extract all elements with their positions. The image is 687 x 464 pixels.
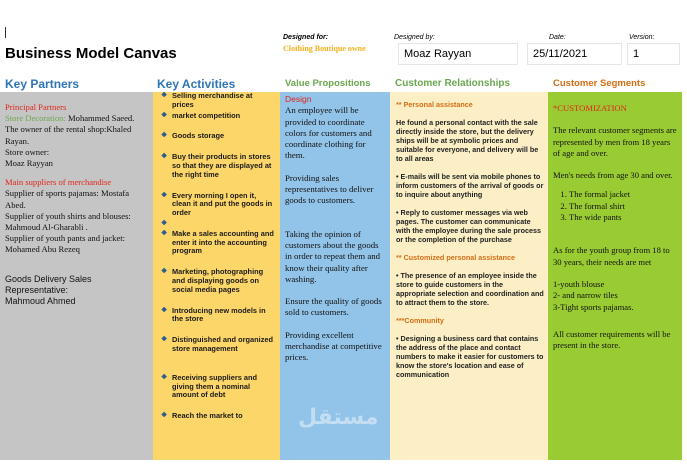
store-decoration-value: Mohammed Saeed. bbox=[65, 113, 135, 124]
supplier-youth-pants: Supplier of youth pants and jacket: bbox=[5, 233, 126, 244]
principal-partners-heading: Principal Partners bbox=[5, 102, 67, 112]
store-decoration-label: Store Decoration: bbox=[5, 113, 66, 124]
activity-item: ❖ Goods storage bbox=[161, 131, 225, 141]
list-item: 1. The formal jacket bbox=[569, 189, 678, 200]
designed-for-value: Clothing Boutique owne bbox=[283, 44, 366, 53]
segment-needs-list bbox=[553, 189, 678, 223]
bullet-star-icon: ❖ bbox=[161, 153, 168, 161]
list-item: 2. The formal shirt bbox=[569, 201, 678, 212]
youth-item-2: 2- and narrow tiles bbox=[553, 290, 618, 301]
designed-by-field[interactable]: Moaz Rayyan bbox=[398, 43, 518, 65]
key-activities-column[interactable] bbox=[153, 92, 280, 460]
activity-item: ❖ Every morning I open it, clean it and put the goods in order bbox=[161, 190, 273, 218]
bullet-star-icon: ❖ bbox=[161, 306, 168, 314]
relationship-text-5: • Designing a business card that contains the address of the place and contact numbers to make it easier for customers to know the store's location and ease of communication bbox=[396, 334, 544, 379]
page-title: Business Model Canvas bbox=[5, 45, 177, 62]
value-prop-4: Ensure the quality of goods sold to customers. bbox=[285, 296, 382, 318]
relationship-text-3: • Reply to customer messages via web pages. The customer can communicate with the employee during the sale process or the completion of the purchase bbox=[396, 208, 541, 244]
community-heading: ***Community bbox=[396, 316, 444, 325]
value-prop-3: Taking the opinion of customers about the goods in order to repeat them and know their quality after washing. bbox=[285, 228, 381, 284]
store-owner-label: Store owner: bbox=[5, 146, 50, 157]
list-item: 3. The wide pants bbox=[569, 212, 678, 223]
version-field[interactable]: 1 bbox=[627, 43, 680, 65]
watermark-logo: مستقل bbox=[298, 405, 379, 430]
relationship-text-1: He found a personal contact with the sale directly inside the store, but the delivery ships will be at symbolic prices and suitable for everyone, and delivery will be to all areas bbox=[396, 118, 539, 163]
delivery-rep-label: Goods Delivery Sales Representative: bbox=[5, 273, 92, 295]
supplier-youth-shirts-name: Mahmoud Al-Gharabli . bbox=[5, 222, 88, 233]
activity-item: ❖ Reach the market to bbox=[161, 411, 243, 421]
bullet-star-icon: ❖ bbox=[161, 336, 168, 344]
activity-item: ❖ Buy their products in stores so that they are displayed at the right time bbox=[161, 152, 272, 179]
rental-owner-text: The owner of the rental shop:Khaled Rayan. bbox=[5, 124, 132, 146]
activity-item: ❖ Distinguished and organized store management bbox=[161, 335, 274, 353]
version-label: Version: bbox=[629, 34, 655, 41]
bullet-star-icon: ❖ bbox=[161, 373, 168, 381]
header-value-propositions: Value Propositions bbox=[285, 78, 371, 89]
bullet-star-icon: ❖ bbox=[161, 229, 168, 237]
supplier-youth-shirts: Supplier of youth shirts and blouses: bbox=[5, 210, 131, 221]
bullet-star-icon: ❖ bbox=[161, 92, 168, 99]
segment-text-3: As for the youth group from 18 to 30 years, their needs are met bbox=[553, 245, 670, 267]
bullet-star-icon: ❖ bbox=[161, 132, 168, 140]
header-customer-segments: Customer Segments bbox=[553, 78, 646, 89]
value-prop-2: Providing sales representatives to deliver goods to customers. bbox=[285, 172, 374, 206]
activity-item: ❖ Marketing, photographing and displaying goods on social media pages bbox=[161, 267, 264, 294]
bullet-star-icon: ❖ bbox=[161, 412, 168, 420]
activity-item: ❖ Introducing new models in the store bbox=[161, 305, 266, 324]
customer-relationships-column[interactable] bbox=[390, 92, 548, 460]
value-prop-1: An employee will be provided to coordinate colors for customers and coordinate clothing for them. bbox=[285, 105, 372, 161]
segment-text-4: All customer requirements will be present in the store. bbox=[553, 328, 671, 351]
bullet-star-icon: ❖ bbox=[161, 191, 168, 199]
customer-segments-column[interactable] bbox=[548, 92, 682, 460]
designed-by-label: Designed by: bbox=[394, 34, 435, 41]
main-suppliers-heading: Main suppliers of merchandise bbox=[5, 177, 112, 188]
supplier-sports: Supplier of sports pajamas: Mostafa Abed. bbox=[5, 188, 130, 210]
header-customer-relationships: Customer Relationships bbox=[395, 78, 511, 89]
text-cursor bbox=[5, 27, 6, 38]
activity-item bbox=[159, 220, 274, 229]
youth-item-1: 1-youth blouse bbox=[553, 278, 605, 289]
bullet-star-icon: ❖ bbox=[161, 219, 168, 227]
relationship-text-4: • The presence of an employee inside the store to guide customers in the appropriate selection and coordination and to attract them to the store. bbox=[396, 271, 544, 307]
bullet-star-icon: ❖ bbox=[161, 111, 168, 119]
relationship-text-2: • E-mails will be sent via mobile phones to inform customers of the arrival of goods or to inquire about anything bbox=[396, 172, 544, 199]
date-label: Date: bbox=[549, 34, 566, 41]
segment-text-1: The relevant customer segments are represented by men from 18 years of age and over. bbox=[553, 125, 677, 158]
bullet-star-icon: ❖ bbox=[161, 268, 168, 276]
delivery-rep-name: Mahmoud Ahmed bbox=[5, 296, 76, 307]
customized-assistance-heading: ** Customized personal assistance bbox=[396, 253, 516, 262]
supplier-youth-pants-name: Mohamed Abu Rezeq bbox=[5, 244, 80, 255]
date-field[interactable]: 25/11/2021 bbox=[527, 43, 622, 65]
activity-item: ❖ Make a sales accounting and enter it into the accounting program bbox=[161, 228, 274, 256]
activity-item: ❖ Receiving suppliers and giving them a nominal amount of debt bbox=[161, 372, 258, 400]
designed-for-label: Designed for: bbox=[283, 34, 329, 41]
activity-item: ❖ Selling merchandise at prices bbox=[161, 92, 253, 109]
header-key-activities: Key Activities bbox=[157, 77, 236, 91]
value-prop-5: Providing excellent merchandise at competitive prices. bbox=[285, 329, 382, 363]
personal-assistance-heading: ** Personal assistance bbox=[396, 100, 473, 109]
customization-heading: *CUSTOMIZATION bbox=[553, 103, 627, 113]
designed-for-field[interactable] bbox=[279, 42, 389, 64]
store-owner-value: Moaz Rayyan bbox=[5, 158, 53, 169]
activity-item: ❖ market competition bbox=[161, 110, 241, 120]
youth-item-3: 3-Tight sports pajamas. bbox=[553, 301, 634, 312]
design-heading: Design bbox=[285, 94, 312, 104]
segment-text-2: Men's needs from age 30 and over. bbox=[553, 170, 673, 181]
header-key-partners: Key Partners bbox=[5, 77, 80, 91]
key-partners-column[interactable] bbox=[0, 92, 153, 460]
